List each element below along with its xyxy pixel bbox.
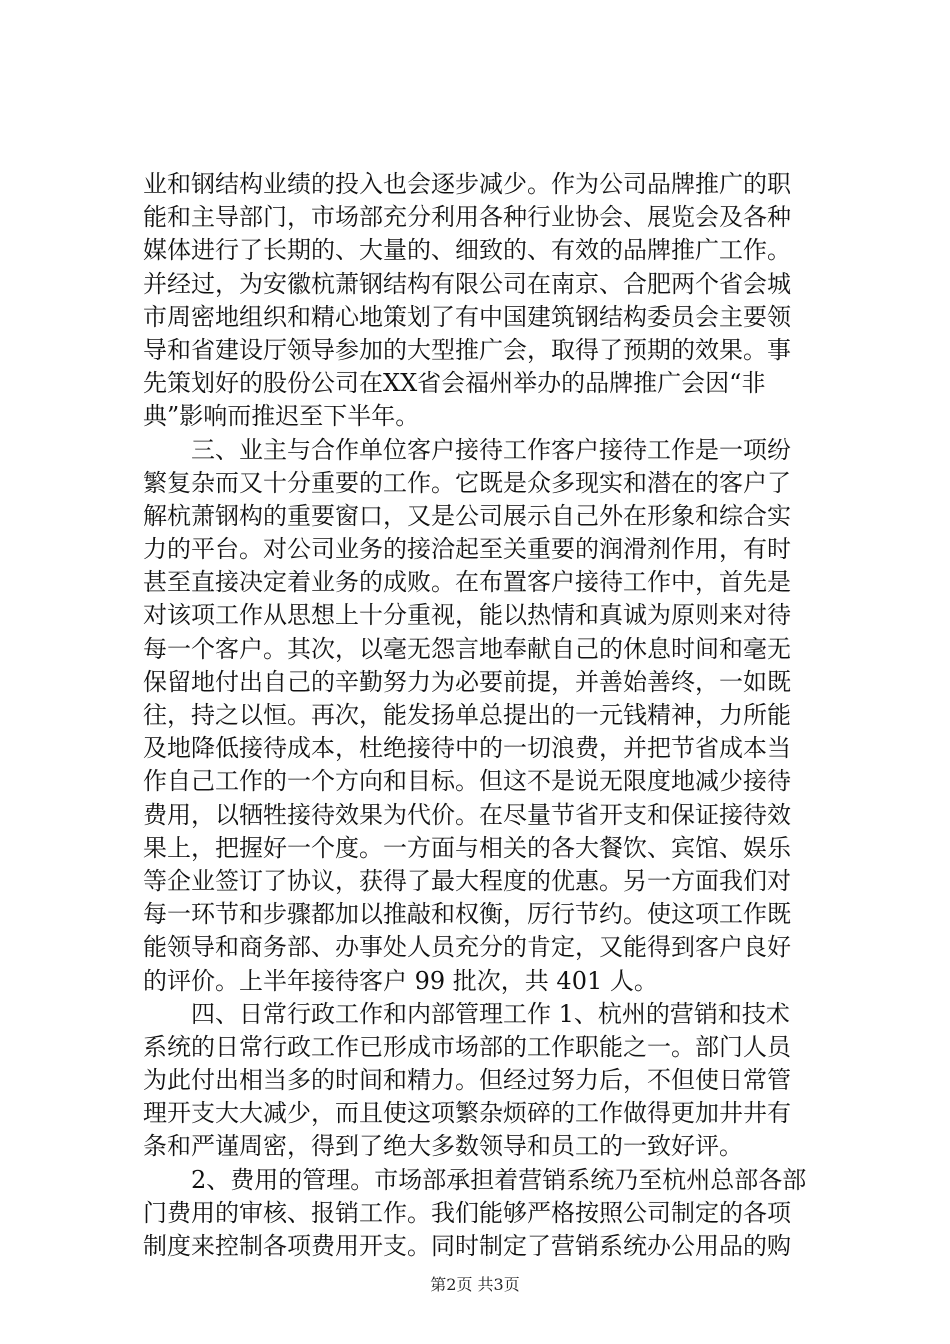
text-line: 力的平台。对公司业务的接洽起至关重要的润滑剂作用，有时 [143,535,791,564]
text-line: 业和钢结构业绩的投入也会逐步减少。作为公司品牌推广的职 [143,170,791,198]
text-line: 并经过，为安徽杭萧钢结构有限公司在南京、合肥两个省会城 [143,269,791,298]
text-line: 保留地付出自己的辛勤努力为必要前提，并善始善终，一如既 [143,667,791,696]
text-line: 能和主导部门，市场部充分利用各种行业协会、展览会及各种 [143,203,791,232]
text-line: 的评价。上半年接待客户 99 批次，共 401 人。 [143,966,658,995]
text-line: 能领导和商务部、办事处人员充分的肯定，又能得到客户良好 [143,933,791,962]
text-line: 费用，以牺牲接待效果为代价。在尽量节省开支和保证接待效 [143,800,791,829]
text-line: 导和省建设厅领导参加的大型推广会，取得了预期的效果。事 [143,335,791,364]
text-line: 对该项工作从思想上十分重视，能以热情和真诚为原则来对待 [143,601,791,630]
text-line: 等企业签订了协议，获得了最大程度的优惠。另一方面我们对 [143,866,791,895]
text-line: 每一环节和步骤都加以推敲和权衡，厉行节约。使这项工作既 [143,900,791,929]
paragraph-heading-line: 四、日常行政工作和内部管理工作 1、杭州的营销和技术 [143,999,790,1028]
text-line: 典”影响而推迟至下半年。 [143,402,420,431]
text-line: 媒体进行了长期的、大量的、细致的、有效的品牌推广工作。 [143,236,791,265]
text-line: 理开支大大减少，而且使这项繁杂烦碎的工作做得更加井井有 [143,1099,791,1128]
text-line: 作自己工作的一个方向和目标。但这不是说无限度地减少接待 [143,767,791,796]
text-line: 市周密地组织和精心地策划了有中国建筑钢结构委员会主要领 [143,302,791,331]
text-line: 及地降低接待成本，杜绝接待中的一切浪费，并把节省成本当 [143,734,791,763]
text-line: 条和严谨周密，得到了绝大多数领导和员工的一致好评。 [143,1132,743,1161]
page-number-label: 第2页 共3页 [430,1275,520,1294]
text-line: 往，持之以恒。再次，能发扬单总提出的一元钱精神，力所能 [143,701,791,729]
text-line: 繁复杂而又十分重要的工作。它既是众多现实和潜在的客户了 [143,468,791,497]
text-line: 解杭萧钢构的重要窗口，又是公司展示自己外在形象和综合实 [143,501,791,530]
paragraph-heading-line: 三、业主与合作单位客户接待工作客户接待工作是一项纷 [143,435,791,464]
text-line: 门费用的审核、报销工作。我们能够严格按照公司制定的各项 [143,1198,791,1227]
text-line: 为此付出相当多的时间和精力。但经过努力后，不但使日常管 [143,1066,791,1095]
text-line: 制度来控制各项费用开支。同时制定了营销系统办公用品的购 [143,1232,791,1260]
text-line: 果上，把握好一个度。一方面与相关的各大餐饮、宾馆、娱乐 [143,833,791,862]
paragraph-heading-line: 2、费用的管理。市场部承担着营销系统乃至杭州总部各部 [143,1165,807,1194]
page-footer [0,1275,950,1295]
text-line: 先策划好的股份公司在XX省会福州举办的品牌推广会因“非 [143,369,766,398]
text-line: 甚至直接决定着业务的成败。在布置客户接待工作中，首先是 [143,568,791,597]
body-text [143,168,825,1263]
text-line: 系统的日常行政工作已形成市场部的工作职能之一。部门人员 [143,1032,791,1061]
text-line: 每一个客户。其次，以毫无怨言地奉献自己的休息时间和毫无 [143,634,791,663]
